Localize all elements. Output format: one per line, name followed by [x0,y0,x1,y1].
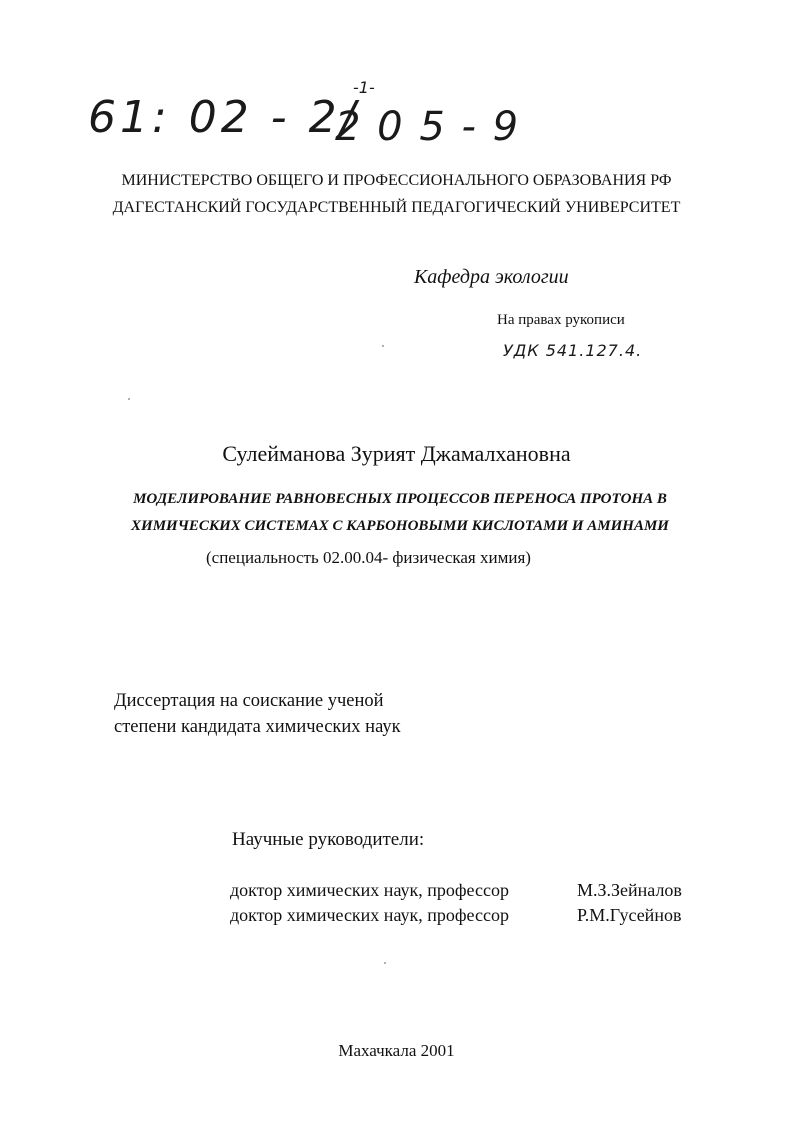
specialty: (специальность 02.00.04- физическая химия) [206,548,531,567]
ministry-name: МИНИСТЕРСТВО ОБЩЕГО И ПРОФЕССИОНАЛЬНОГО ОБРАЗОВАНИЯ РФ [121,172,672,189]
advisors-heading: Научные руководители: [232,829,425,850]
city-year: Махачкала 2001 [338,1041,455,1060]
handwritten-code-left: 61: 02 - 2/ [88,92,360,143]
scan-speck [384,962,386,964]
handwritten-code-mark: -1- [353,78,375,97]
advisor-role: доктор химических наук, профессор [230,880,509,900]
advisor-role: доктор химических наук, профессор [230,905,509,925]
scan-speck [128,398,130,400]
handwritten-code-right: 2 0 5 - 9 [335,104,521,150]
manuscript-rights: На правах рукописи [497,312,625,328]
title-line-1: МОДЕЛИРОВАНИЕ РАВНОВЕСНЫХ ПРОЦЕССОВ ПЕРЕНОСА ПРОТОНА В [133,491,667,507]
dissertation-line-2: степени кандидата химических наук [114,717,401,737]
udk-code: УДК 541.127.4. [503,341,643,360]
dissertation-line-1: Диссертация на соискание ученой [114,691,384,711]
author-name: Сулейманова Зурият Джамалхановна [222,441,571,466]
university-name: ДАГЕСТАНСКИЙ ГОСУДАРСТВЕННЫЙ ПЕДАГОГИЧЕСКИЙ УНИВЕРСИТЕТ [112,199,681,216]
advisor-name: М.З.Зейналов [577,880,682,900]
title-line-2: ХИМИЧЕСКИХ СИСТЕМАХ С КАРБОНОВЫМИ КИСЛОТАМИ И АМИНАМИ [131,518,669,534]
department-name: Кафедра экологии [414,266,569,288]
scan-speck [382,345,384,347]
advisor-name: Р.М.Гусейнов [577,905,682,925]
